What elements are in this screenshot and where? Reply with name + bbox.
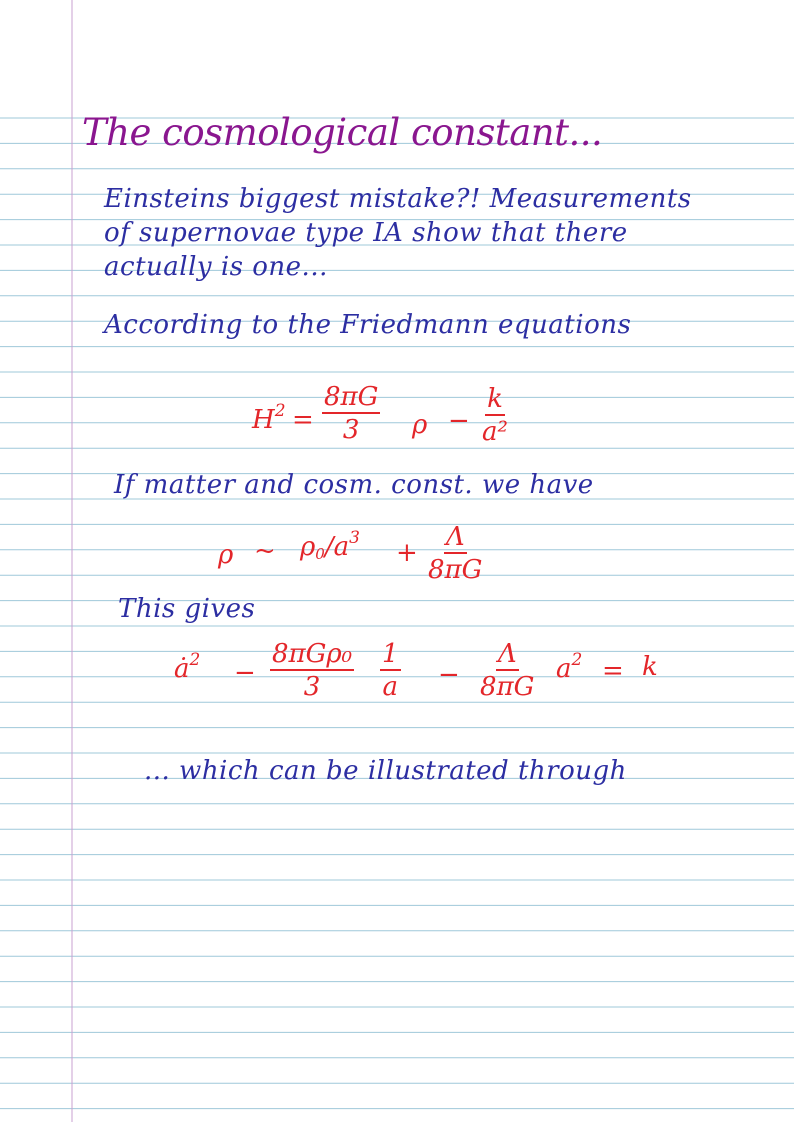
slash: / xyxy=(324,532,334,562)
closing-line: ... which can be illustrated through xyxy=(144,756,627,786)
adot-term xyxy=(174,652,200,682)
hubble-exponent: 2 xyxy=(274,401,286,421)
plus-sign: + xyxy=(396,538,418,568)
friedmann-intro: According to the Friedmann equations xyxy=(104,310,632,340)
matter-fraction xyxy=(270,641,354,700)
scale-factor-exponent: 3 xyxy=(349,528,360,548)
fraction-numerator: Λ xyxy=(497,639,517,669)
fraction-denominator: a xyxy=(382,672,399,702)
a-squared-term xyxy=(556,652,582,682)
matter-intro: If matter and cosm. const. we have xyxy=(114,470,594,500)
matter-density-term xyxy=(300,530,360,562)
proportional-sign: ~ xyxy=(254,536,276,566)
lambda-over-eight-pi-g xyxy=(428,524,482,583)
intro-line-3: actually is one... xyxy=(104,252,328,282)
curvature-constant: k xyxy=(642,652,658,682)
fraction-numerator: 8πG xyxy=(324,382,379,412)
fraction-numerator: 8πGρ₀ xyxy=(272,639,353,669)
k-over-a-squared xyxy=(482,386,508,445)
page-title: The cosmological constant... xyxy=(82,111,603,154)
rho-zero-subscript: 0 xyxy=(315,545,325,563)
lambda-fraction xyxy=(480,641,534,700)
intro-line-2: of supernovae type IA show that there xyxy=(104,218,628,248)
fraction-denominator: a² xyxy=(482,417,508,447)
gives-label: This gives xyxy=(118,594,256,624)
fraction-numerator: Λ xyxy=(445,522,465,552)
fraction-numerator: k xyxy=(487,384,503,414)
scale-factor-exponent: 2 xyxy=(571,650,583,670)
fraction-numerator: 1 xyxy=(382,639,399,669)
equals-sign: = xyxy=(292,405,314,435)
adot-symbol: ȧ xyxy=(174,654,190,684)
adot-exponent: 2 xyxy=(189,650,201,670)
minus-sign-2: − xyxy=(438,660,460,690)
density-symbol: ρ xyxy=(412,410,428,440)
fraction-denominator: 8πG xyxy=(428,555,483,585)
one-over-a-fraction xyxy=(380,641,401,700)
scale-factor: a xyxy=(556,654,572,684)
eight-pi-g-over-three xyxy=(322,384,380,443)
minus-sign: − xyxy=(448,406,470,436)
rho-zero-symbol: ρ xyxy=(300,532,316,562)
scale-factor: a xyxy=(333,532,350,562)
hubble-symbol: H xyxy=(252,405,275,435)
equals-sign: = xyxy=(602,656,624,686)
fraction-denominator: 3 xyxy=(342,415,360,445)
hubble-term xyxy=(252,403,286,433)
fraction-denominator: 8πG xyxy=(480,672,535,702)
density-symbol: ρ xyxy=(218,540,234,570)
minus-sign-1: − xyxy=(234,658,256,688)
fraction-denominator: 3 xyxy=(303,672,321,702)
intro-line-1: Einsteins biggest mistake?! Measurements xyxy=(104,184,692,214)
